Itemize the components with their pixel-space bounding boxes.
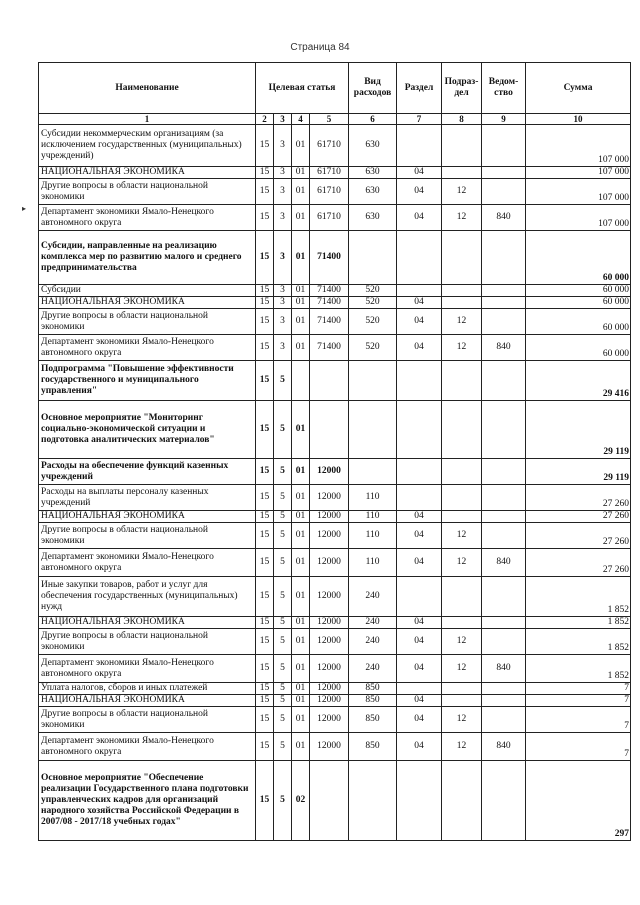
row-name: Департамент экономики Ямало-Ненецкого автономного округа [39,205,256,231]
table-row [39,297,631,309]
expense-type-cell: 850 [349,733,397,761]
amount-cell: 60 000 [526,231,631,285]
target-code-subprogram: 5 [274,707,292,733]
department-cell [482,617,526,629]
row-name: Подпрограмма "Повышение эффективности государственного и муниципального управления" [39,361,256,401]
target-code-program: 15 [256,285,274,297]
column-number: 6 [349,114,397,125]
target-code-program: 15 [256,205,274,231]
column-number: 5 [310,114,349,125]
department-cell [482,179,526,205]
amount-cell: 107 000 [526,205,631,231]
expense-type-cell: 240 [349,577,397,617]
section-cell [397,761,442,841]
target-code-subprogram: 3 [274,335,292,361]
column-number: 8 [442,114,482,125]
amount-cell: 60 000 [526,335,631,361]
target-code-direction: 12000 [310,683,349,695]
target-code-direction: 71400 [310,335,349,361]
expense-type-cell: 520 [349,285,397,297]
expense-type-cell: 240 [349,629,397,655]
table-row [39,683,631,695]
subsection-cell [442,361,482,401]
target-code-program: 15 [256,617,274,629]
subsection-cell: 12 [442,655,482,683]
amount-cell: 60 000 [526,285,631,297]
table-row [39,485,631,511]
target-code-program: 15 [256,231,274,285]
department-cell: 840 [482,335,526,361]
target-code-program: 15 [256,733,274,761]
row-name: Основное мероприятие "Мониторинг социально-экономической ситуации и подготовка аналитических материалов" [39,401,256,459]
table-body [39,125,631,841]
subsection-cell: 12 [442,549,482,577]
target-code-measure: 01 [292,179,310,205]
target-code-direction [310,361,349,401]
section-cell [397,361,442,401]
subsection-cell [442,459,482,485]
table-row [39,707,631,733]
table-row [39,167,631,179]
section-cell: 04 [397,695,442,707]
header-target-article: Целевая статья [256,63,349,114]
section-cell: 04 [397,297,442,309]
amount-cell: 27 260 [526,523,631,549]
row-name: Основное мероприятие "Обеспечение реализации Государственного плана подготовки управленческих кадров для организаций народного хозяйства Российской Федерации в 2007/08 - 2017/18 учебных годах" [39,761,256,841]
department-cell [482,361,526,401]
subsection-cell: 12 [442,335,482,361]
amount-cell: 1 852 [526,655,631,683]
budget-table-container [38,62,630,841]
row-name: Департамент экономики Ямало-Ненецкого автономного округа [39,655,256,683]
target-code-measure: 01 [292,231,310,285]
expense-type-cell [349,459,397,485]
target-code-subprogram: 5 [274,629,292,655]
amount-cell: 107 000 [526,179,631,205]
target-code-subprogram: 3 [274,205,292,231]
expense-type-cell: 520 [349,335,397,361]
row-name: Уплата налогов, сборов и иных платежей [39,683,256,695]
amount-cell: 1 852 [526,617,631,629]
expense-type-cell: 520 [349,297,397,309]
section-cell: 04 [397,167,442,179]
target-code-subprogram: 5 [274,617,292,629]
header-department: Ведом-ство [482,63,526,114]
expense-type-cell: 110 [349,511,397,523]
section-cell: 04 [397,335,442,361]
target-code-direction: 61710 [310,167,349,179]
expense-type-cell: 850 [349,695,397,707]
target-code-program: 15 [256,335,274,361]
table-row [39,629,631,655]
department-cell [482,761,526,841]
target-code-subprogram: 5 [274,683,292,695]
expense-type-cell [349,231,397,285]
column-number: 1 [39,114,256,125]
expense-type-cell: 630 [349,167,397,179]
header-subsection: Подраз-дел [442,63,482,114]
target-code-direction: 61710 [310,205,349,231]
target-code-subprogram: 3 [274,167,292,179]
expense-type-cell: 850 [349,707,397,733]
target-code-direction: 12000 [310,629,349,655]
amount-cell: 107 000 [526,167,631,179]
target-code-program: 15 [256,549,274,577]
row-name: Другие вопросы в области национальной экономики [39,309,256,335]
target-code-program: 15 [256,523,274,549]
department-cell: 840 [482,733,526,761]
amount-cell: 7 [526,695,631,707]
target-code-direction: 61710 [310,125,349,167]
header-amount: Сумма [526,63,631,114]
department-cell [482,485,526,511]
section-cell: 04 [397,309,442,335]
subsection-cell: 12 [442,733,482,761]
department-cell [482,297,526,309]
target-code-direction: 12000 [310,695,349,707]
target-code-program: 15 [256,309,274,335]
amount-cell: 1 852 [526,577,631,617]
column-number: 7 [397,114,442,125]
target-code-direction: 12000 [310,733,349,761]
table-row [39,285,631,297]
target-code-program: 15 [256,401,274,459]
target-code-direction: 12000 [310,511,349,523]
column-number: 10 [526,114,631,125]
target-code-measure: 01 [292,309,310,335]
expense-type-cell: 110 [349,549,397,577]
subsection-cell [442,761,482,841]
subsection-cell [442,485,482,511]
target-code-direction: 12000 [310,485,349,511]
target-code-program: 15 [256,683,274,695]
target-code-measure: 01 [292,617,310,629]
table-row [39,655,631,683]
target-code-measure: 01 [292,695,310,707]
table-row [39,459,631,485]
row-name: Расходы на обеспечение функций казенных учреждений [39,459,256,485]
section-cell: 04 [397,733,442,761]
header-row [39,63,631,114]
table-row [39,401,631,459]
target-code-direction: 12000 [310,617,349,629]
section-cell: 04 [397,523,442,549]
target-code-subprogram: 5 [274,523,292,549]
table-row [39,549,631,577]
expense-type-cell [349,361,397,401]
expense-type-cell [349,761,397,841]
target-code-program: 15 [256,125,274,167]
target-code-measure: 01 [292,205,310,231]
expense-type-cell: 630 [349,179,397,205]
section-cell: 04 [397,549,442,577]
header-name: Наименование [39,63,256,114]
target-code-measure: 01 [292,577,310,617]
target-code-direction: 12000 [310,707,349,733]
amount-cell: 29 119 [526,401,631,459]
target-code-measure: 01 [292,511,310,523]
section-cell [397,577,442,617]
target-code-subprogram: 3 [274,125,292,167]
header-section: Раздел [397,63,442,114]
target-code-measure [292,361,310,401]
table-row [39,309,631,335]
section-cell: 04 [397,707,442,733]
subsection-cell [442,297,482,309]
department-cell [482,401,526,459]
target-code-subprogram: 3 [274,179,292,205]
target-code-direction [310,761,349,841]
expense-type-cell: 110 [349,523,397,549]
expense-type-cell: 850 [349,683,397,695]
amount-cell: 1 852 [526,629,631,655]
target-code-program: 15 [256,629,274,655]
subsection-cell [442,577,482,617]
target-code-program: 15 [256,577,274,617]
column-number: 2 [256,114,274,125]
row-name: Департамент экономики Ямало-Ненецкого автономного округа [39,335,256,361]
section-cell [397,401,442,459]
table-row [39,733,631,761]
target-code-subprogram: 5 [274,459,292,485]
target-code-subprogram: 3 [274,285,292,297]
row-name: Субсидии некоммерческим организациям (за исключением государственных (муниципальных) учреждений) [39,125,256,167]
target-code-program: 15 [256,179,274,205]
target-code-subprogram: 5 [274,655,292,683]
subsection-cell [442,231,482,285]
row-name: НАЦИОНАЛЬНАЯ ЭКОНОМИКА [39,511,256,523]
target-code-program: 15 [256,695,274,707]
page-number: Страница 84 [290,42,350,53]
department-cell [482,523,526,549]
table-row [39,617,631,629]
target-code-measure: 01 [292,335,310,361]
target-code-measure: 01 [292,125,310,167]
expense-type-cell [349,401,397,459]
subsection-cell: 12 [442,629,482,655]
row-name: Другие вопросы в области национальной экономики [39,523,256,549]
department-cell [482,511,526,523]
target-code-direction: 71400 [310,285,349,297]
expense-type-cell: 110 [349,485,397,511]
amount-cell: 27 260 [526,549,631,577]
expense-type-cell: 240 [349,655,397,683]
subsection-cell: 12 [442,205,482,231]
section-cell: 04 [397,655,442,683]
amount-cell: 29 416 [526,361,631,401]
department-cell [482,167,526,179]
amount-cell: 29 119 [526,459,631,485]
table-row [39,125,631,167]
expense-type-cell: 520 [349,309,397,335]
row-name: Департамент экономики Ямало-Ненецкого автономного округа [39,733,256,761]
target-code-program: 15 [256,361,274,401]
amount-cell: 60 000 [526,297,631,309]
target-code-measure: 01 [292,707,310,733]
row-name: НАЦИОНАЛЬНАЯ ЭКОНОМИКА [39,695,256,707]
amount-cell: 7 [526,683,631,695]
section-cell [397,125,442,167]
section-cell [397,485,442,511]
target-code-measure: 01 [292,629,310,655]
target-code-subprogram: 5 [274,401,292,459]
amount-cell: 60 000 [526,309,631,335]
target-code-direction: 71400 [310,297,349,309]
row-name: НАЦИОНАЛЬНАЯ ЭКОНОМИКА [39,617,256,629]
header-expense-type: Вид расходов [349,63,397,114]
row-name: Другие вопросы в области национальной экономики [39,179,256,205]
row-name: Другие вопросы в области национальной экономики [39,707,256,733]
department-cell: 840 [482,205,526,231]
target-code-program: 15 [256,485,274,511]
department-cell: 840 [482,655,526,683]
target-code-direction: 71400 [310,309,349,335]
target-code-direction: 12000 [310,459,349,485]
target-code-program: 15 [256,297,274,309]
target-code-measure: 01 [292,401,310,459]
amount-cell: 107 000 [526,125,631,167]
subsection-cell [442,683,482,695]
row-name: Субсидии [39,285,256,297]
subsection-cell: 12 [442,309,482,335]
department-cell [482,695,526,707]
target-code-measure: 01 [292,459,310,485]
target-code-direction: 61710 [310,179,349,205]
target-code-program: 15 [256,707,274,733]
target-code-direction: 12000 [310,577,349,617]
target-code-direction [310,401,349,459]
table-row [39,335,631,361]
table-row [39,205,631,231]
expense-type-cell: 630 [349,205,397,231]
table-row [39,179,631,205]
amount-cell: 297 [526,761,631,841]
department-cell [482,125,526,167]
target-code-program: 15 [256,761,274,841]
row-name: Департамент экономики Ямало-Ненецкого автономного округа [39,549,256,577]
section-cell: 04 [397,205,442,231]
department-cell [482,459,526,485]
subsection-cell [442,617,482,629]
margin-marker: ▸ [22,204,27,213]
section-cell [397,285,442,297]
target-code-program: 15 [256,655,274,683]
amount-cell: 7 [526,707,631,733]
target-code-measure: 01 [292,485,310,511]
department-cell [482,629,526,655]
target-code-measure: 01 [292,285,310,297]
row-name: Иные закупки товаров, работ и услуг для обеспечения государственных (муниципальных) нужд [39,577,256,617]
target-code-subprogram: 3 [274,309,292,335]
row-name: Другие вопросы в области национальной экономики [39,629,256,655]
department-cell [482,683,526,695]
target-code-subprogram: 3 [274,297,292,309]
subsection-cell [442,401,482,459]
amount-cell: 27 260 [526,511,631,523]
target-code-subprogram: 5 [274,549,292,577]
amount-cell: 27 260 [526,485,631,511]
target-code-subprogram: 5 [274,733,292,761]
section-cell: 04 [397,617,442,629]
amount-cell: 7 [526,733,631,761]
row-name: НАЦИОНАЛЬНАЯ ЭКОНОМИКА [39,167,256,179]
subsection-cell [442,125,482,167]
section-cell: 04 [397,629,442,655]
target-code-measure: 01 [292,549,310,577]
target-code-subprogram: 5 [274,511,292,523]
department-cell [482,285,526,297]
table-row [39,523,631,549]
target-code-direction: 12000 [310,549,349,577]
expense-type-cell: 240 [349,617,397,629]
section-cell [397,459,442,485]
table-row [39,511,631,523]
subsection-cell: 12 [442,179,482,205]
target-code-program: 15 [256,511,274,523]
target-code-measure: 01 [292,297,310,309]
column-number-row [39,114,631,125]
subsection-cell [442,695,482,707]
section-cell: 04 [397,179,442,205]
table-row [39,231,631,285]
target-code-subprogram: 3 [274,231,292,285]
target-code-subprogram: 5 [274,361,292,401]
subsection-cell: 12 [442,707,482,733]
table-row [39,577,631,617]
section-cell [397,231,442,285]
table-row [39,761,631,841]
column-number: 3 [274,114,292,125]
subsection-cell [442,511,482,523]
target-code-direction: 71400 [310,231,349,285]
target-code-direction: 12000 [310,523,349,549]
department-cell [482,577,526,617]
row-name: Субсидии, направленные на реализацию комплекса мер по развитию малого и среднего предпринимательства [39,231,256,285]
table-row [39,361,631,401]
row-name: НАЦИОНАЛЬНАЯ ЭКОНОМИКА [39,297,256,309]
table-row [39,695,631,707]
column-number: 4 [292,114,310,125]
budget-table [38,62,631,841]
expense-type-cell: 630 [349,125,397,167]
target-code-measure: 01 [292,733,310,761]
department-cell [482,231,526,285]
target-code-measure: 01 [292,523,310,549]
subsection-cell [442,167,482,179]
subsection-cell: 12 [442,523,482,549]
subsection-cell [442,285,482,297]
target-code-program: 15 [256,459,274,485]
target-code-subprogram: 5 [274,695,292,707]
column-number: 9 [482,114,526,125]
target-code-program: 15 [256,167,274,179]
section-cell: 04 [397,511,442,523]
target-code-subprogram: 5 [274,577,292,617]
target-code-subprogram: 5 [274,485,292,511]
target-code-direction: 12000 [310,655,349,683]
target-code-measure: 02 [292,761,310,841]
department-cell [482,707,526,733]
target-code-measure: 01 [292,655,310,683]
target-code-measure: 01 [292,683,310,695]
section-cell [397,683,442,695]
target-code-measure: 01 [292,167,310,179]
department-cell: 840 [482,549,526,577]
department-cell [482,309,526,335]
target-code-subprogram: 5 [274,761,292,841]
row-name: Расходы на выплаты персоналу казенных учреждений [39,485,256,511]
